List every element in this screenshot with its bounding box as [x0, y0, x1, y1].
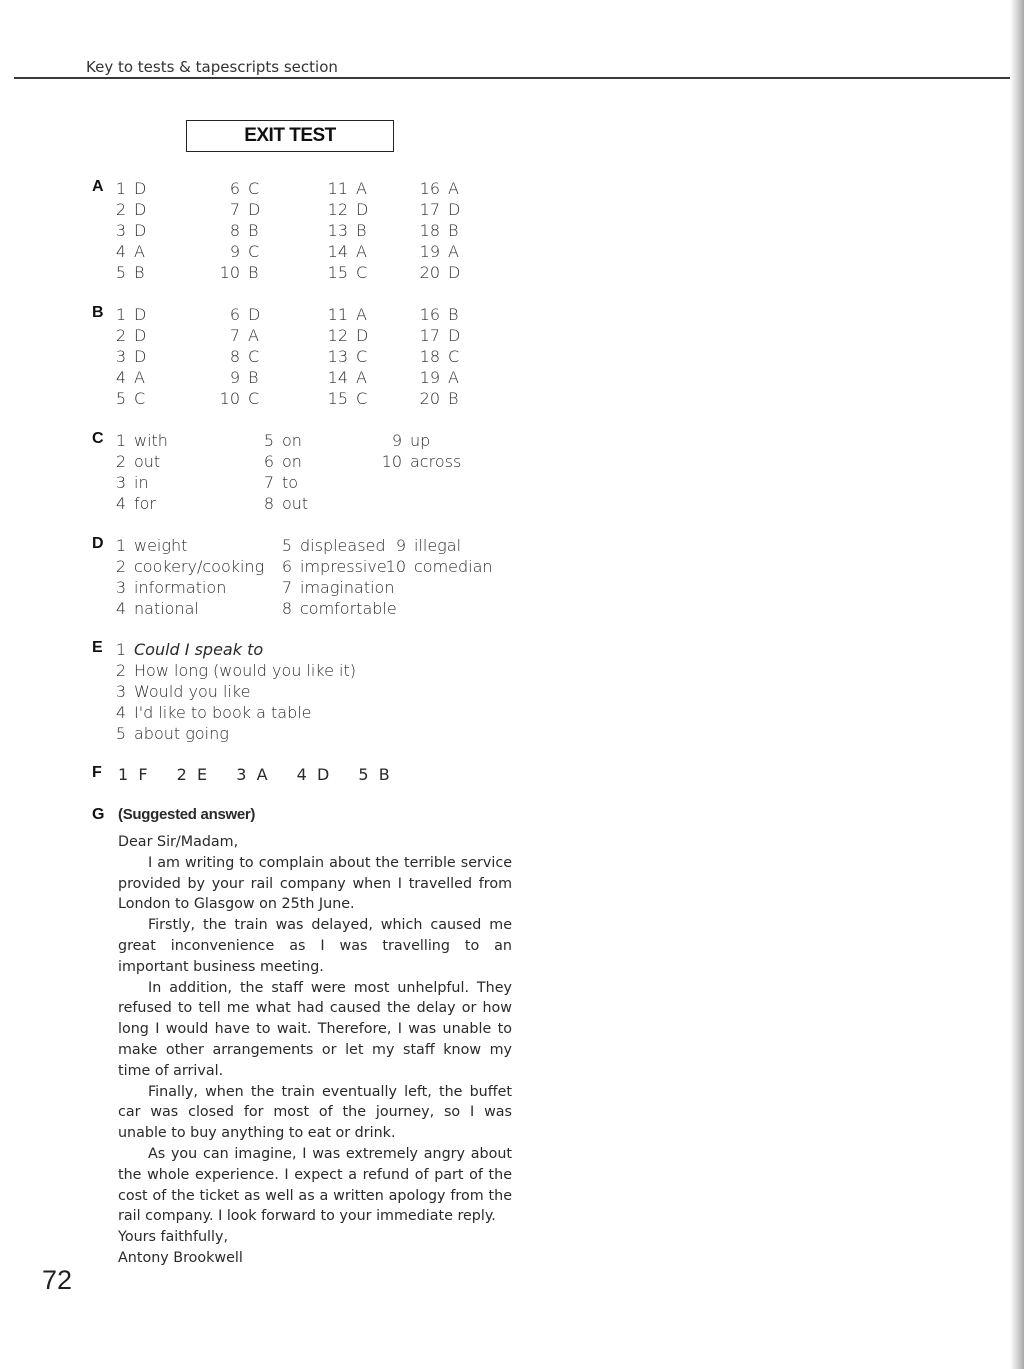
letter-salutation: Dear Sir/Madam, [118, 834, 239, 850]
item-number: 10 [385, 557, 406, 576]
answer-item [104, 535, 187, 556]
item-number: 7 [229, 326, 240, 345]
answer-item [270, 577, 394, 598]
item-number: 1 [115, 536, 126, 555]
answer-item [380, 430, 430, 451]
item-answer: D [448, 263, 461, 282]
letter-paragraph: As you can imagine, I was extremely angry about the whole experience. I expect a refund of part of the cost of the ticket as well as a written apology from the rail company. I look forward to your immediate reply. [118, 1145, 512, 1225]
answer-item [218, 178, 259, 199]
item-number: 8 [263, 494, 274, 513]
item-answer: out [282, 494, 309, 513]
answer-item [326, 367, 367, 388]
item-answer: C [356, 389, 368, 408]
item-number: 2 [115, 200, 126, 219]
answer-item [104, 577, 226, 598]
item-answer: How long (would you like it) [134, 661, 356, 680]
item-number: 19 [419, 368, 440, 387]
item-number: 12 [327, 200, 348, 219]
item-number: 5 [115, 724, 126, 743]
answer-item [104, 598, 199, 619]
item-answer: C [248, 179, 260, 198]
item-number: 1 [115, 179, 126, 198]
item-number: 14 [327, 242, 348, 261]
section-a-letter: A [92, 178, 104, 195]
item-number: 8 [229, 221, 240, 240]
answer-item [252, 472, 298, 493]
item-number: 15 [327, 263, 348, 282]
item-number: 1 [115, 640, 126, 659]
answer-item [326, 346, 367, 367]
item-number: 3 [115, 682, 126, 701]
answer-item [326, 325, 368, 346]
item-number: 1 [115, 305, 126, 324]
item-answer: D [356, 326, 369, 345]
item-answer: D [134, 305, 147, 324]
item-answer: A [356, 368, 367, 387]
item-answer: B [448, 389, 459, 408]
item-answer: B [448, 305, 459, 324]
item-answer: to [282, 473, 299, 492]
section-c-letter: C [92, 430, 104, 447]
answer-item [270, 556, 387, 577]
section-g-letter: G [92, 806, 105, 823]
item-number: 6 [281, 557, 292, 576]
answer-item [418, 388, 458, 409]
answer-item [218, 241, 259, 262]
f-answer: 1 F [118, 765, 148, 784]
item-number: 15 [327, 389, 348, 408]
answer-item [104, 702, 312, 723]
item-answer: A [248, 326, 259, 345]
item-number: 2 [115, 452, 126, 471]
answer-item [104, 199, 146, 220]
answer-item [218, 367, 258, 388]
answer-item [270, 535, 386, 556]
answer-item [104, 556, 264, 577]
item-answer: A [448, 368, 459, 387]
section-f-answers [118, 764, 414, 785]
exit-test-title: EXIT TEST [186, 120, 394, 152]
item-answer: B [448, 221, 459, 240]
answer-item [218, 325, 259, 346]
answer-item [104, 367, 145, 388]
answer-item [326, 220, 366, 241]
item-answer: D [356, 200, 369, 219]
item-number: 1 [115, 431, 126, 450]
item-answer: B [248, 368, 259, 387]
answer-item [218, 199, 260, 220]
answer-item [104, 493, 156, 514]
page-number: 72 [42, 1265, 73, 1295]
answer-item [418, 346, 459, 367]
item-number: 8 [229, 347, 240, 366]
item-number: 7 [263, 473, 274, 492]
item-answer: B [356, 221, 367, 240]
section-g-title: (Suggested answer) [118, 806, 256, 823]
item-answer: A [356, 179, 367, 198]
answer-item [104, 178, 146, 199]
item-number: 9 [229, 242, 240, 261]
item-answer: Could I speak to [134, 640, 264, 659]
running-header: Key to tests & tapescripts section [86, 58, 338, 76]
item-number: 5 [281, 536, 292, 555]
item-answer: B [248, 263, 259, 282]
letter-paragraph: Finally, when the train eventually left, the buffet car was closed for most of the journey, so I was unable to buy anything to eat or drink. [118, 1083, 512, 1142]
item-number: 20 [419, 263, 440, 282]
answer-item [418, 262, 460, 283]
letter-signature: Antony Brookwell [118, 1249, 243, 1266]
letter-closing: Yours faithfully, [118, 1229, 228, 1246]
f-answer: 5 B [358, 765, 390, 784]
item-answer: C [248, 389, 260, 408]
item-answer: D [448, 200, 461, 219]
item-number: 16 [419, 179, 440, 198]
item-number: 5 [115, 389, 126, 408]
answer-item [218, 304, 260, 325]
f-answer: 4 D [296, 765, 330, 784]
item-answer: A [356, 242, 367, 261]
answer-item [218, 388, 259, 409]
item-answer: D [134, 200, 147, 219]
item-answer: I'd like to book a table [134, 703, 312, 722]
item-number: 7 [229, 200, 240, 219]
answer-item [418, 220, 458, 241]
item-number: 4 [115, 494, 126, 513]
item-number: 10 [381, 452, 402, 471]
item-number: 18 [419, 221, 440, 240]
item-number: 9 [391, 431, 402, 450]
answer-item [104, 681, 250, 702]
answer-item [104, 451, 160, 472]
item-number: 9 [395, 536, 406, 555]
item-number: 14 [327, 368, 348, 387]
item-number: 3 [115, 473, 126, 492]
item-number: 10 [219, 263, 240, 282]
item-number: 4 [115, 703, 126, 722]
item-answer: C [448, 347, 460, 366]
answer-item [418, 367, 459, 388]
item-answer: cookery/cooking [134, 557, 265, 576]
answer-item [104, 304, 146, 325]
answer-item [104, 220, 146, 241]
letter-paragraph: I am writing to complain about the terrible service provided by your rail company when I travelled from London to Glasgow on 25th June. [118, 854, 512, 913]
answer-item [104, 388, 145, 409]
answer-item [418, 325, 460, 346]
item-number: 20 [419, 389, 440, 408]
answer-item [418, 199, 460, 220]
item-number: 19 [419, 242, 440, 261]
item-number: 2 [115, 661, 126, 680]
answer-item [418, 178, 459, 199]
item-answer: weight [134, 536, 188, 555]
item-number: 8 [281, 599, 292, 618]
item-answer: illegal [414, 536, 462, 555]
answer-item [218, 346, 259, 367]
item-number: 9 [229, 368, 240, 387]
item-answer: impressive [300, 557, 387, 576]
item-number: 5 [115, 263, 126, 282]
item-answer: D [134, 221, 147, 240]
item-answer: up [410, 431, 431, 450]
item-number: 13 [327, 347, 348, 366]
item-answer: in [134, 473, 149, 492]
section-d-letter: D [92, 535, 104, 552]
item-answer: A [448, 179, 459, 198]
item-answer: D [134, 179, 147, 198]
item-answer: imagination [300, 578, 395, 597]
answer-item [326, 199, 368, 220]
answer-item [104, 325, 146, 346]
item-answer: with [134, 431, 168, 450]
suggested-letter [118, 832, 512, 1269]
section-e-letter: E [92, 639, 103, 656]
letter-paragraph: Firstly, the train was delayed, which caused me great inconvenience as I was travelling to an important business meeting. [118, 917, 512, 975]
section-f-letter: F [92, 764, 102, 781]
answer-item [384, 535, 461, 556]
item-number: 16 [419, 305, 440, 324]
item-answer: D [134, 347, 147, 366]
header-rule [14, 77, 1010, 79]
answer-item [218, 262, 258, 283]
letter-paragraph: In addition, the staff were most unhelpful. They refused to tell me what had caused the delay or how long I would have to wait. Therefore, I was unable to make other arrangements or let my staff know my time of arrival. [118, 979, 512, 1079]
item-number: 4 [115, 242, 126, 261]
item-number: 4 [115, 599, 126, 618]
item-number: 2 [115, 557, 126, 576]
answer-item [418, 241, 459, 262]
item-answer: comfortable [300, 599, 397, 618]
item-answer: out [134, 452, 161, 471]
page-edge-shadow [1010, 0, 1024, 1369]
item-answer: C [134, 389, 146, 408]
item-number: 3 [115, 221, 126, 240]
f-answer: 2 E [176, 765, 208, 784]
item-number: 2 [115, 326, 126, 345]
answer-item [104, 241, 145, 262]
section-b-letter: B [92, 304, 104, 321]
item-answer: D [134, 326, 147, 345]
item-answer: on [282, 431, 302, 450]
answer-item [252, 430, 302, 451]
item-answer: C [356, 263, 368, 282]
item-number: 17 [419, 200, 440, 219]
item-number: 6 [229, 305, 240, 324]
item-answer: comedian [414, 557, 493, 576]
answer-item [326, 262, 367, 283]
item-number: 6 [229, 179, 240, 198]
answer-item [384, 556, 493, 577]
answer-item [326, 304, 367, 325]
item-answer: D [248, 305, 261, 324]
answer-item [218, 220, 258, 241]
item-number: 7 [281, 578, 292, 597]
answer-item [104, 639, 263, 660]
item-answer: C [248, 347, 260, 366]
item-answer: about going [134, 724, 229, 743]
item-answer: for [134, 494, 156, 513]
item-answer: across [410, 452, 462, 471]
item-number: 13 [327, 221, 348, 240]
item-number: 12 [327, 326, 348, 345]
answer-item [418, 304, 458, 325]
item-answer: B [248, 221, 259, 240]
item-number: 11 [327, 305, 348, 324]
item-number: 11 [327, 179, 348, 198]
answer-item [270, 598, 397, 619]
item-answer: on [282, 452, 302, 471]
item-answer: national [134, 599, 199, 618]
item-answer: B [134, 263, 145, 282]
item-number: 18 [419, 347, 440, 366]
item-number: 5 [263, 431, 274, 450]
item-number: 3 [115, 578, 126, 597]
item-number: 6 [263, 452, 274, 471]
answer-item [252, 493, 308, 514]
item-number: 10 [219, 389, 240, 408]
item-number: 3 [115, 347, 126, 366]
answer-item [104, 723, 229, 744]
answer-item [326, 241, 367, 262]
item-answer: A [134, 368, 145, 387]
item-answer: A [134, 242, 145, 261]
item-answer: A [448, 242, 459, 261]
item-number: 17 [419, 326, 440, 345]
answer-item [104, 262, 144, 283]
item-answer: D [248, 200, 261, 219]
answer-item [104, 660, 356, 681]
item-answer: D [448, 326, 461, 345]
answer-item [252, 451, 302, 472]
item-answer: Would you like [134, 682, 251, 701]
item-answer: A [356, 305, 367, 324]
item-answer: information [134, 578, 227, 597]
answer-item [104, 346, 146, 367]
item-answer: C [356, 347, 368, 366]
answer-item [326, 178, 367, 199]
item-answer: C [248, 242, 260, 261]
answer-item [104, 430, 168, 451]
f-answer: 3 A [236, 765, 268, 784]
item-answer: displeased [300, 536, 386, 555]
answer-item [104, 472, 149, 493]
answer-item [326, 388, 367, 409]
answer-item [380, 451, 461, 472]
item-number: 4 [115, 368, 126, 387]
